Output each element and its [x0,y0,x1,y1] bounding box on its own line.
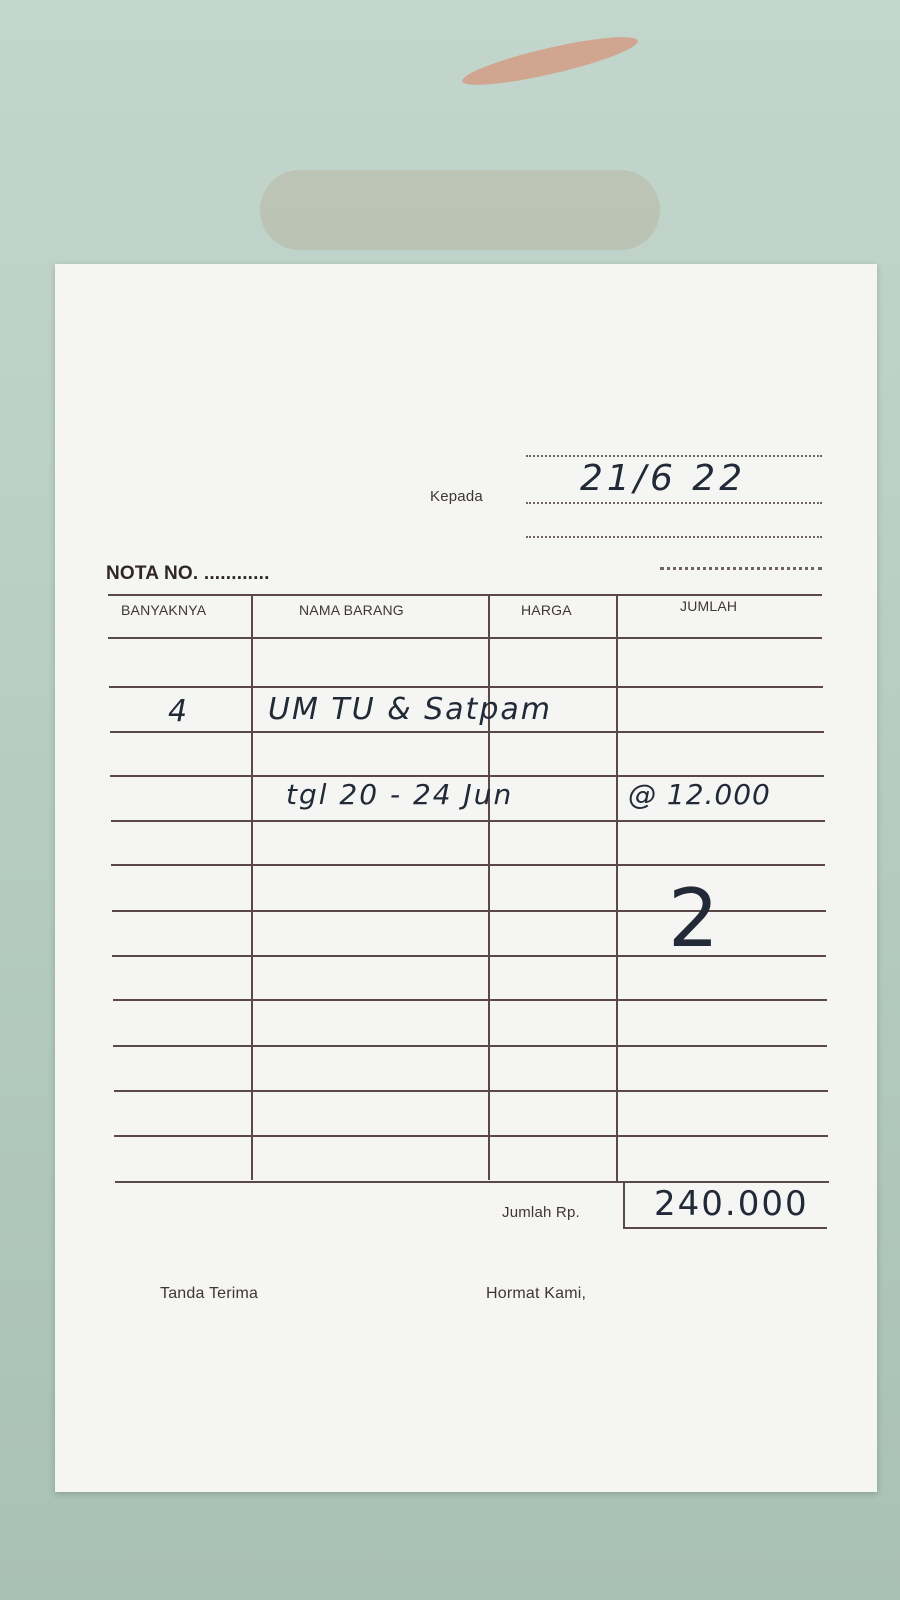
table-line [110,775,824,777]
column-header-jumlah: JUMLAH [680,598,738,614]
column-header-nama-barang: NAMA BARANG [299,602,404,618]
total-box-edge [623,1182,625,1228]
table-line [114,1135,828,1137]
column-divider [251,596,253,1180]
table-line [108,594,822,596]
total-value: 240.000 [654,1184,809,1224]
table-line [113,999,827,1001]
handwritten-item: UM TU & Satpam [268,692,552,727]
table-line [110,731,824,733]
handwritten-amount: @ 12.000 [628,778,771,811]
hormat-kami-label: Hormat Kami, [486,1285,587,1302]
handwritten-qty: 4 [168,694,188,729]
table-line [114,1090,828,1092]
table-line [108,637,822,639]
nota-number-label: NOTA NO. ............ [106,563,270,584]
handwritten-scribble: 2 [668,872,719,965]
column-header-banyaknya: BANYAKNYA [121,602,207,618]
column-divider [616,596,618,1182]
table-line [113,1045,827,1047]
total-box-edge [623,1227,827,1229]
table-line [111,820,825,822]
total-label: Jumlah Rp. [502,1204,580,1221]
table-line [111,864,825,866]
tanda-terima-label: Tanda Terima [160,1285,259,1302]
handwritten-item: tgl 20 - 24 Jun [286,778,514,811]
kepada-label: Kepada [430,488,483,505]
table-line [109,686,823,688]
table-line [115,1181,829,1183]
column-divider [488,596,490,1180]
column-header-harga: HARGA [521,602,572,618]
handwritten-date: 21/6 22 [580,458,747,499]
